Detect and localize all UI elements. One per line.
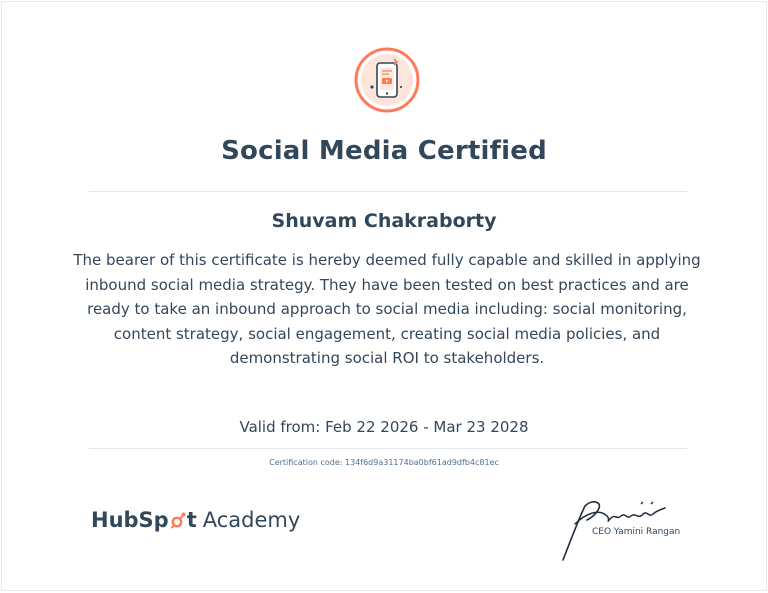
brand-t-text: t: [186, 508, 197, 532]
certificate-description: The bearer of this certificate is hereby deemed fully capable and skilled in applying inbound social media strategy. They have been tested on best practices and are ready to take an inbound approach to social media including: social monitoring, content strategy, social engagement, creating social media policies, and demonstrating social ROI to stakeholders.: [73, 251, 701, 367]
brand-academy-text: Academy: [202, 508, 301, 532]
phone-social-media-icon: [354, 47, 420, 113]
brand-hub-text: HubSp: [91, 508, 169, 532]
sprocket-icon: [170, 511, 186, 529]
divider-bottom: [89, 448, 687, 449]
certification-code: Certification code: 134f6d9a31174ba0bf61ad9dfb4c81ec: [269, 458, 499, 467]
certificate: [1, 1, 767, 591]
divider-top: [89, 191, 687, 192]
hubspot-academy-logo: [91, 508, 300, 532]
certificate-title: Social Media Certified: [221, 136, 547, 166]
validity-dates: Valid from: Feb 22 2026 - Mar 23 2028: [239, 418, 529, 436]
ceo-caption: CEO Yamini Rangan: [592, 527, 681, 537]
recipient-name: Shuvam Chakraborty: [271, 210, 497, 232]
